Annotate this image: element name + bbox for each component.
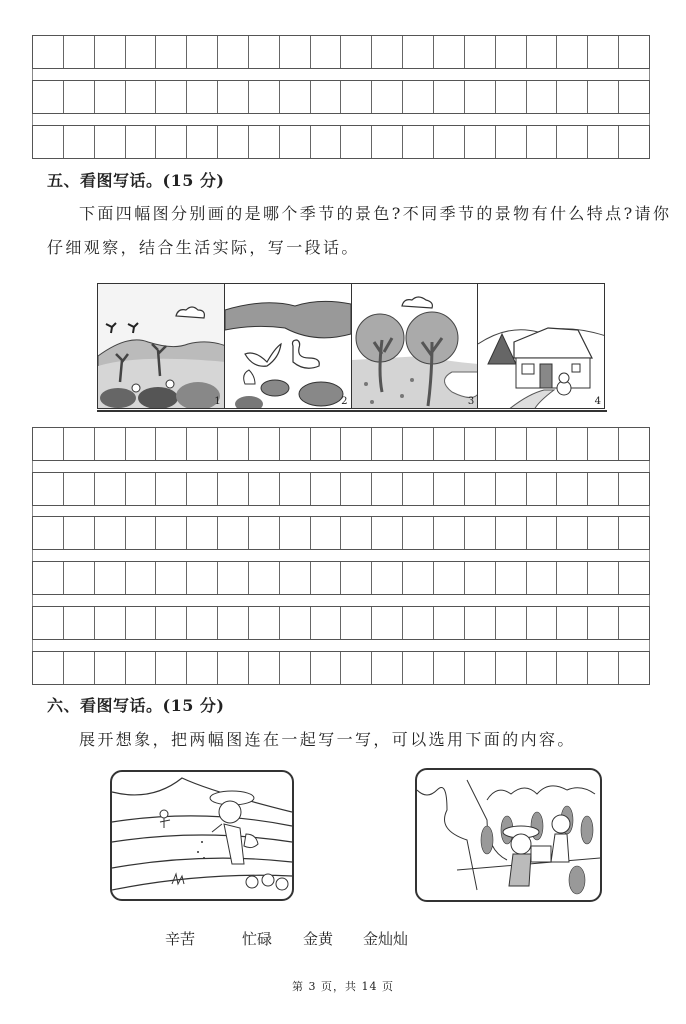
grid-cell[interactable] [311, 126, 342, 158]
grid-cell[interactable] [341, 473, 372, 505]
picture-panel-spring [98, 284, 225, 408]
grid-cell[interactable] [434, 126, 465, 158]
grid-cell[interactable] [588, 562, 619, 594]
grid-cell[interactable] [218, 517, 249, 549]
grid-cell[interactable] [403, 36, 434, 68]
grid-cell[interactable] [33, 652, 64, 684]
grid-cell[interactable] [95, 562, 126, 594]
grid-cell[interactable] [187, 562, 218, 594]
grid-cell[interactable] [465, 473, 496, 505]
grid-cell[interactable] [218, 607, 249, 639]
grid-cell[interactable] [527, 126, 558, 158]
grid-cell[interactable] [341, 126, 372, 158]
grid-cell[interactable] [588, 473, 619, 505]
page-footer: 第 3 页，共 14 页 [292, 980, 394, 993]
grid-cell[interactable] [156, 473, 187, 505]
grid-cell[interactable] [156, 652, 187, 684]
grid-cell[interactable] [187, 517, 218, 549]
word-option: 金灿灿 [363, 930, 409, 948]
grid-cell[interactable] [403, 126, 434, 158]
grid-cell[interactable] [588, 607, 619, 639]
grid-cell[interactable] [156, 428, 187, 460]
section5-prompt-line2: 仔细观察，结合生活实际，写一段话。 [47, 238, 360, 257]
grid-cell[interactable] [619, 517, 649, 549]
grid-cell[interactable] [527, 81, 558, 113]
grid-cell[interactable] [434, 473, 465, 505]
grid-cell[interactable] [496, 36, 527, 68]
grid-cell[interactable] [280, 607, 311, 639]
grid-cell[interactable] [341, 562, 372, 594]
grid-cell[interactable] [249, 562, 280, 594]
grid-cell[interactable] [187, 36, 218, 68]
grid-cell[interactable] [341, 652, 372, 684]
grid-cell[interactable] [434, 517, 465, 549]
grid-cell[interactable] [496, 81, 527, 113]
section5-writing-grid [32, 427, 650, 686]
picture-panel-autumn [352, 284, 479, 408]
grid-cell[interactable] [434, 428, 465, 460]
grid-cell[interactable] [64, 81, 95, 113]
grid-cell[interactable] [341, 36, 372, 68]
top-writing-grid [32, 35, 650, 160]
grid-cell[interactable] [403, 652, 434, 684]
grid-cell[interactable] [95, 517, 126, 549]
grid-cell[interactable] [527, 517, 558, 549]
grid-cell[interactable] [557, 652, 588, 684]
grid-row[interactable] [32, 606, 650, 640]
grid-cell[interactable] [403, 562, 434, 594]
summer-scene-icon [225, 284, 351, 408]
grid-cell[interactable] [218, 36, 249, 68]
grid-cell[interactable] [403, 473, 434, 505]
grid-cell[interactable] [33, 607, 64, 639]
grid-cell[interactable] [465, 517, 496, 549]
grid-cell[interactable] [126, 473, 157, 505]
grid-cell[interactable] [64, 517, 95, 549]
grid-cell[interactable] [311, 81, 342, 113]
grid-cell[interactable] [187, 473, 218, 505]
section5-heading: 五、看图写话。(15 分) [47, 171, 225, 190]
grid-cell[interactable] [619, 473, 649, 505]
grid-cell[interactable] [95, 36, 126, 68]
grid-cell[interactable] [341, 81, 372, 113]
grid-cell[interactable] [64, 652, 95, 684]
grid-cell[interactable] [341, 607, 372, 639]
grid-cell[interactable] [557, 81, 588, 113]
grid-cell[interactable] [95, 126, 126, 158]
grid-cell[interactable] [372, 517, 403, 549]
grid-cell[interactable] [465, 428, 496, 460]
grid-cell[interactable] [218, 428, 249, 460]
grid-cell[interactable] [280, 473, 311, 505]
grid-cell[interactable] [218, 562, 249, 594]
grid-cell[interactable] [557, 517, 588, 549]
grid-cell[interactable] [33, 428, 64, 460]
grid-cell[interactable] [465, 126, 496, 158]
grid-cell[interactable] [496, 126, 527, 158]
grid-cell[interactable] [280, 36, 311, 68]
grid-cell[interactable] [372, 473, 403, 505]
grid-cell[interactable] [588, 428, 619, 460]
grid-cell[interactable] [372, 562, 403, 594]
picture-sowing [110, 770, 294, 901]
picture-harvest [415, 768, 602, 902]
grid-cell[interactable] [465, 81, 496, 113]
grid-cell[interactable] [372, 607, 403, 639]
grid-cell[interactable] [527, 428, 558, 460]
grid-cell[interactable] [311, 473, 342, 505]
grid-cell[interactable] [33, 473, 64, 505]
grid-cell[interactable] [126, 562, 157, 594]
grid-cell[interactable] [126, 36, 157, 68]
grid-cell[interactable] [372, 126, 403, 158]
grid-cell[interactable] [619, 652, 649, 684]
grid-cell[interactable] [434, 81, 465, 113]
grid-cell[interactable] [557, 428, 588, 460]
grid-cell[interactable] [588, 126, 619, 158]
grid-cell[interactable] [64, 473, 95, 505]
grid-cell[interactable] [187, 81, 218, 113]
grid-cell[interactable] [33, 81, 64, 113]
grid-gap [32, 595, 650, 606]
grid-cell[interactable] [434, 36, 465, 68]
grid-cell[interactable] [588, 652, 619, 684]
grid-cell[interactable] [249, 126, 280, 158]
section6-prompt: 展开想象，把两幅图连在一起写一写，可以选用下面的内容。 [79, 730, 576, 749]
word-option: 辛苦 [165, 930, 196, 948]
grid-cell[interactable] [496, 428, 527, 460]
grid-cell[interactable] [434, 607, 465, 639]
grid-cell[interactable] [156, 126, 187, 158]
grid-cell[interactable] [218, 473, 249, 505]
grid-cell[interactable] [527, 652, 558, 684]
grid-row[interactable] [32, 80, 650, 114]
grid-cell[interactable] [249, 473, 280, 505]
grid-cell[interactable] [156, 607, 187, 639]
panel-number: 1 [214, 396, 221, 407]
grid-gap [32, 461, 650, 472]
grid-cell[interactable] [465, 652, 496, 684]
grid-cell[interactable] [64, 607, 95, 639]
picture-panel-summer [225, 284, 352, 408]
grid-cell[interactable] [95, 81, 126, 113]
grid-cell[interactable] [249, 652, 280, 684]
grid-cell[interactable] [280, 428, 311, 460]
grid-cell[interactable] [126, 517, 157, 549]
grid-cell[interactable] [372, 428, 403, 460]
harvest-scene-icon [417, 770, 600, 900]
grid-cell[interactable] [280, 517, 311, 549]
grid-gap [32, 506, 650, 516]
grid-cell[interactable] [249, 607, 280, 639]
grid-cell[interactable] [496, 473, 527, 505]
grid-cell[interactable] [218, 652, 249, 684]
grid-cell[interactable] [619, 81, 649, 113]
panel-number: 3 [467, 396, 475, 407]
section5-prompt-line1: 下面四幅图分别画的是哪个季节的景色?不同季节的景物有什么特点?请你 [79, 204, 672, 223]
four-seasons-picture-strip [97, 283, 605, 409]
word-option: 忙碌 [242, 930, 273, 948]
grid-cell[interactable] [95, 607, 126, 639]
grid-cell[interactable] [527, 473, 558, 505]
grid-cell[interactable] [619, 36, 649, 68]
grid-cell[interactable] [527, 36, 558, 68]
grid-cell[interactable] [156, 517, 187, 549]
grid-cell[interactable] [619, 428, 649, 460]
grid-cell[interactable] [372, 81, 403, 113]
grid-cell[interactable] [434, 652, 465, 684]
grid-cell[interactable] [311, 562, 342, 594]
grid-cell[interactable] [372, 652, 403, 684]
grid-cell[interactable] [557, 562, 588, 594]
grid-gap [32, 114, 650, 125]
grid-gap [32, 550, 650, 561]
grid-cell[interactable] [249, 517, 280, 549]
grid-cell[interactable] [156, 81, 187, 113]
panel-number: 2 [341, 396, 348, 407]
grid-cell[interactable] [557, 126, 588, 158]
grid-cell[interactable] [187, 652, 218, 684]
grid-cell[interactable] [33, 36, 64, 68]
grid-row[interactable] [32, 561, 650, 595]
grid-cell[interactable] [403, 517, 434, 549]
picture-panel-winter [478, 284, 604, 408]
grid-cell[interactable] [126, 81, 157, 113]
grid-cell[interactable] [341, 428, 372, 460]
grid-cell[interactable] [187, 428, 218, 460]
grid-cell[interactable] [341, 517, 372, 549]
autumn-scene-icon [352, 284, 478, 408]
grid-cell[interactable] [64, 562, 95, 594]
grid-cell[interactable] [619, 607, 649, 639]
grid-cell[interactable] [280, 562, 311, 594]
grid-row[interactable] [32, 125, 650, 159]
panel-number: 4 [594, 396, 601, 407]
grid-cell[interactable] [465, 36, 496, 68]
grid-cell[interactable] [126, 126, 157, 158]
grid-cell[interactable] [557, 607, 588, 639]
grid-cell[interactable] [496, 607, 527, 639]
grid-cell[interactable] [434, 562, 465, 594]
grid-cell[interactable] [311, 428, 342, 460]
grid-cell[interactable] [64, 428, 95, 460]
grid-cell[interactable] [496, 652, 527, 684]
section6-heading: 六、看图写话。(15 分) [47, 696, 225, 715]
grid-cell[interactable] [311, 652, 342, 684]
grid-cell[interactable] [156, 36, 187, 68]
grid-cell[interactable] [403, 81, 434, 113]
strip-underline [97, 410, 607, 412]
grid-cell[interactable] [372, 36, 403, 68]
grid-cell[interactable] [249, 81, 280, 113]
grid-cell[interactable] [249, 428, 280, 460]
grid-cell[interactable] [311, 607, 342, 639]
grid-cell[interactable] [249, 36, 280, 68]
grid-cell[interactable] [311, 36, 342, 68]
grid-cell[interactable] [280, 652, 311, 684]
grid-cell[interactable] [33, 562, 64, 594]
grid-cell[interactable] [557, 473, 588, 505]
grid-cell[interactable] [64, 36, 95, 68]
grid-cell[interactable] [126, 652, 157, 684]
grid-cell[interactable] [33, 517, 64, 549]
grid-cell[interactable] [64, 126, 95, 158]
grid-cell[interactable] [496, 562, 527, 594]
grid-row[interactable] [32, 35, 650, 69]
grid-cell[interactable] [280, 126, 311, 158]
grid-cell[interactable] [33, 126, 64, 158]
word-option: 金黄 [303, 930, 334, 948]
grid-cell[interactable] [465, 562, 496, 594]
grid-cell[interactable] [496, 517, 527, 549]
grid-row[interactable] [32, 516, 650, 550]
grid-cell[interactable] [126, 428, 157, 460]
grid-cell[interactable] [588, 81, 619, 113]
spring-scene-icon [98, 284, 225, 408]
grid-cell[interactable] [311, 517, 342, 549]
grid-cell[interactable] [588, 36, 619, 68]
grid-cell[interactable] [588, 517, 619, 549]
grid-cell[interactable] [403, 607, 434, 639]
grid-cell[interactable] [218, 126, 249, 158]
grid-row[interactable] [32, 427, 650, 461]
grid-cell[interactable] [187, 126, 218, 158]
grid-row[interactable] [32, 651, 650, 685]
grid-cell[interactable] [557, 36, 588, 68]
grid-gap [32, 69, 650, 80]
grid-gap [32, 640, 650, 651]
sowing-scene-icon [112, 772, 292, 899]
grid-cell[interactable] [156, 562, 187, 594]
grid-row[interactable] [32, 472, 650, 506]
grid-cell[interactable] [187, 607, 218, 639]
grid-cell[interactable] [126, 607, 157, 639]
grid-cell[interactable] [465, 607, 496, 639]
grid-cell[interactable] [218, 81, 249, 113]
grid-cell[interactable] [403, 428, 434, 460]
grid-cell[interactable] [95, 473, 126, 505]
grid-cell[interactable] [95, 428, 126, 460]
grid-cell[interactable] [619, 562, 649, 594]
grid-cell[interactable] [619, 126, 649, 158]
grid-cell[interactable] [95, 652, 126, 684]
grid-cell[interactable] [280, 81, 311, 113]
winter-scene-icon [478, 284, 604, 408]
grid-cell[interactable] [527, 562, 558, 594]
grid-cell[interactable] [527, 607, 558, 639]
